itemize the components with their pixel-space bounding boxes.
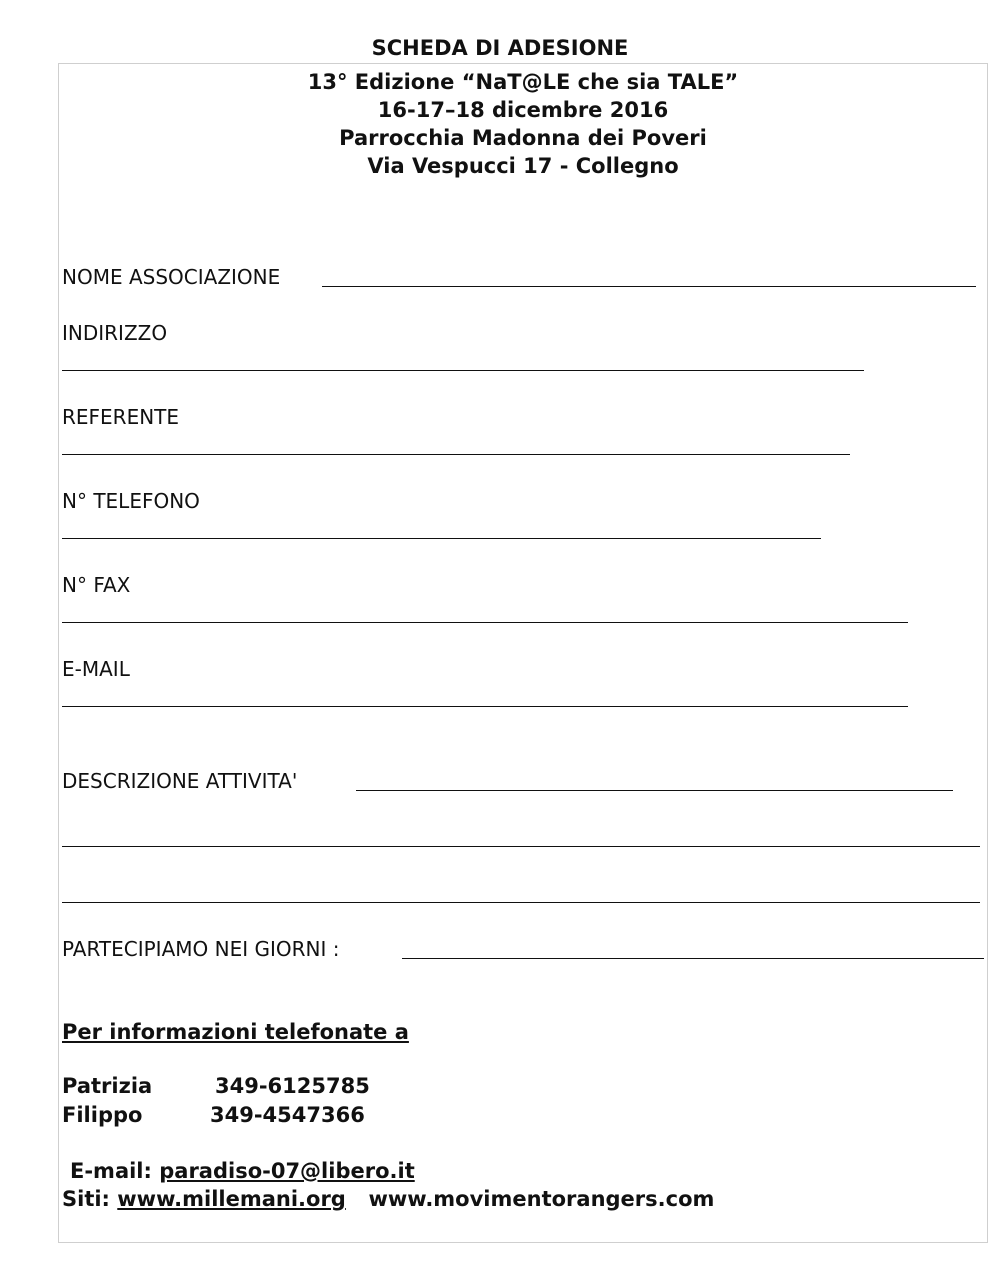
sites-label-text: Siti: xyxy=(62,1187,110,1211)
association-field[interactable] xyxy=(322,286,976,287)
email-label: E-MAIL xyxy=(62,657,130,681)
page-title: SCHEDA DI ADESIONE xyxy=(371,36,629,60)
phone-field[interactable] xyxy=(62,538,821,539)
email-label-text: E-mail: xyxy=(70,1159,152,1183)
activity-label: DESCRIZIONE ATTIVITA' xyxy=(62,769,298,793)
site-link-millemani[interactable]: www.millemani.org xyxy=(117,1187,346,1211)
site-text-movimentorangers[interactable]: www.movimentorangers.com xyxy=(368,1187,715,1211)
sites-row xyxy=(62,1185,714,1213)
email-field[interactable] xyxy=(62,706,908,707)
info-heading: Per informazioni telefonate a xyxy=(62,1020,409,1044)
contact-field[interactable] xyxy=(62,454,850,455)
email-row xyxy=(70,1157,415,1185)
contact-label: REFERENTE xyxy=(62,405,180,429)
fax-field[interactable] xyxy=(62,622,908,623)
form-frame xyxy=(58,63,988,1243)
activity-field-line-2[interactable] xyxy=(62,846,980,847)
contact-name-2: Filippo xyxy=(62,1103,143,1127)
activity-field-line-3[interactable] xyxy=(62,902,980,903)
parish-line: Parrocchia Madonna dei Poveri xyxy=(339,126,707,150)
dates-line: 16-17–18 dicembre 2016 xyxy=(377,98,669,122)
contact-phone-2: 349-4547366 xyxy=(210,1103,365,1127)
edition-line: 13° Edizione “NaT@LE che sia TALE” xyxy=(307,70,739,94)
activity-field[interactable] xyxy=(356,790,953,791)
days-field[interactable] xyxy=(402,958,984,959)
days-label: PARTECIPIAMO NEI GIORNI : xyxy=(62,937,340,961)
email-link[interactable]: paradiso-07@libero.it xyxy=(159,1159,415,1183)
fax-label: N° FAX xyxy=(62,573,131,597)
association-label: NOME ASSOCIAZIONE xyxy=(62,265,281,289)
contact-phone-1: 349-6125785 xyxy=(215,1074,370,1098)
address-line: Via Vespucci 17 - Collegno xyxy=(367,154,679,178)
address-field[interactable] xyxy=(62,370,864,371)
address-label: INDIRIZZO xyxy=(62,321,168,345)
contact-name-1: Patrizia xyxy=(62,1074,153,1098)
phone-label: N° TELEFONO xyxy=(62,489,200,513)
